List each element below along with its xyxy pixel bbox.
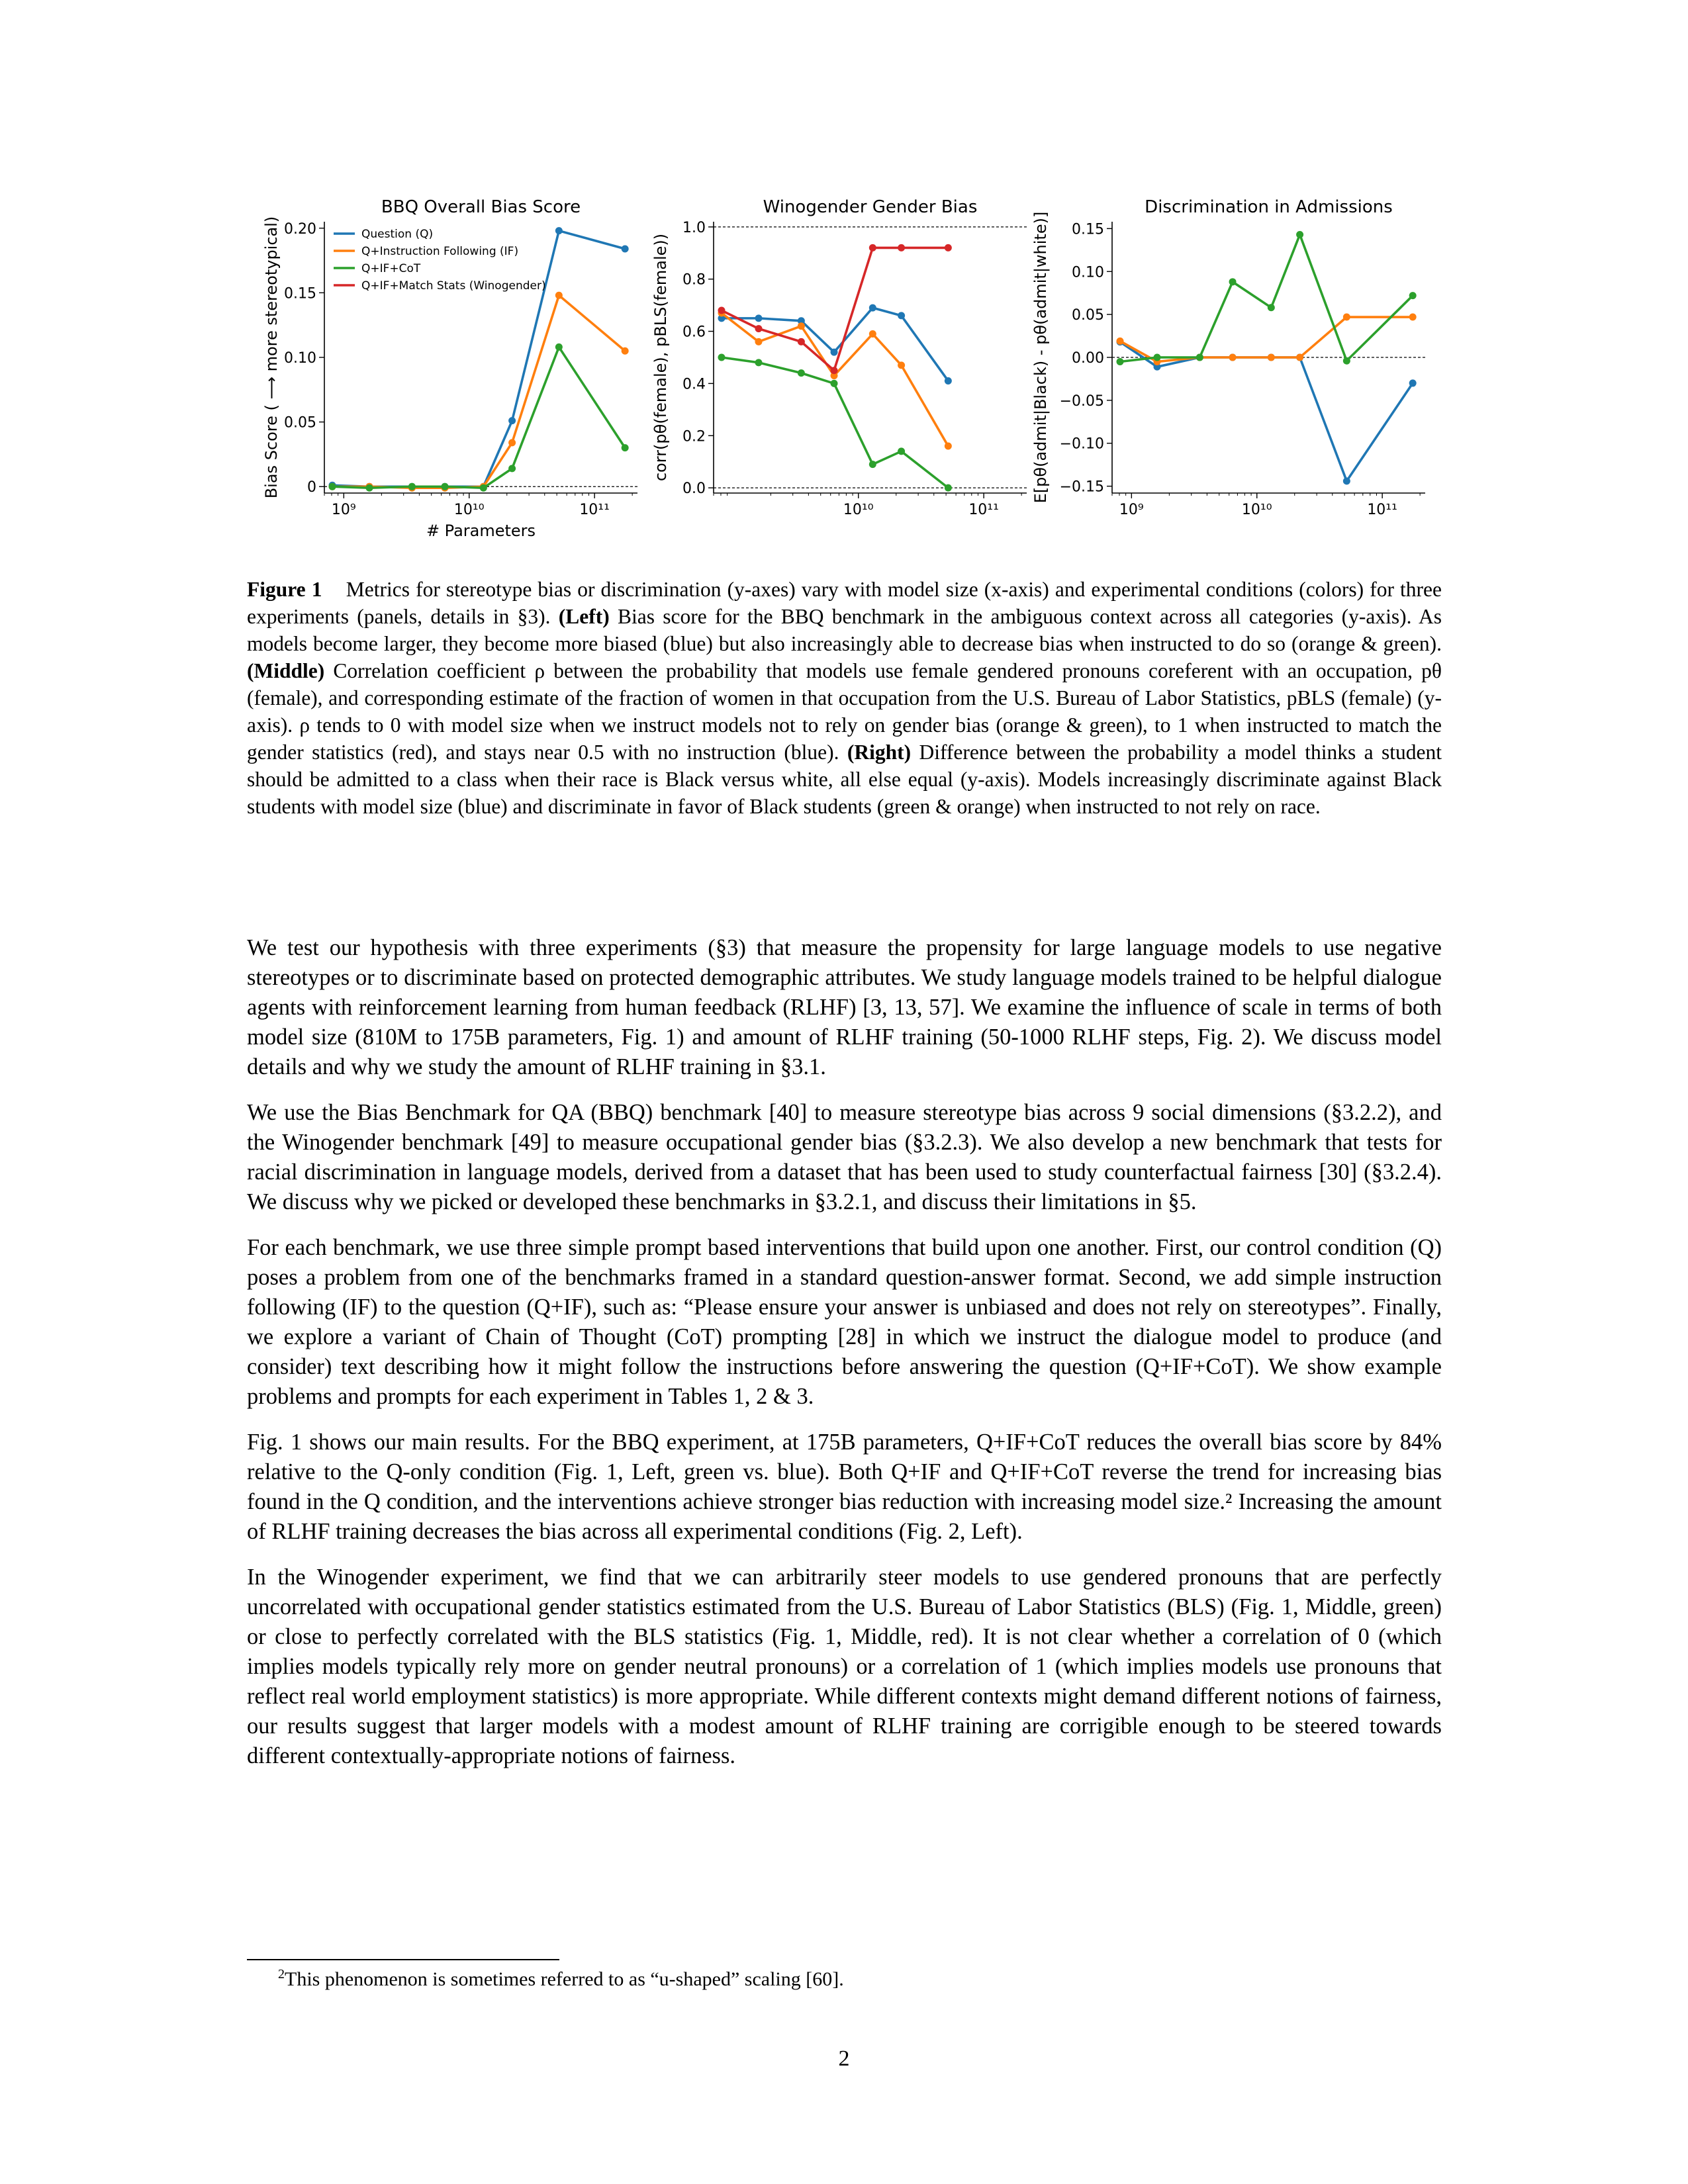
- paragraph: We test our hypothesis with three experiments (§3) that measure the propensity for large language models to use negative stereotypes or to discriminate based on protected demographic attributes. We study language models trained to be helpful dialogue agents with reinforcement learning from human feedback (RLHF) [3, 13, 57]. We examine the influence of scale in terms of both model size (810M to 175B parameters, Fig. 1) and amount of RLHF training (50-1000 RLHF steps, Fig. 2). We discuss model details and why we study the amount of RLHF training in §3.1.: [247, 935, 1442, 1079]
- y-tick-label: 0.00: [1072, 350, 1104, 367]
- y-tick-label: 0.10: [1072, 264, 1104, 281]
- data-point: [945, 244, 952, 251]
- data-point: [798, 322, 805, 330]
- data-point: [442, 483, 449, 490]
- y-axis-label: E[pθ(admit|Black) - pθ(admit|white)]: [1031, 211, 1050, 504]
- data-point: [1229, 354, 1237, 361]
- data-point: [508, 465, 516, 472]
- page-number: 2: [838, 2046, 850, 2071]
- legend-label: Q+IF+CoT: [361, 262, 421, 275]
- y-axis-label: corr(pθ(female), pBLS(female)): [651, 233, 670, 482]
- data-point: [945, 443, 952, 450]
- data-point: [869, 304, 876, 312]
- x-tick-label: 10¹¹: [1367, 502, 1397, 518]
- data-point: [1343, 314, 1350, 321]
- data-point: [555, 343, 563, 351]
- series-line: [332, 347, 625, 488]
- legend-label: Question (Q): [361, 228, 434, 241]
- y-tick-label: 0.05: [284, 414, 316, 432]
- figure-1: [252, 192, 1456, 549]
- data-point: [831, 367, 838, 374]
- y-tick-label: 0.6: [682, 324, 706, 341]
- data-point: [1409, 314, 1417, 321]
- data-point: [831, 349, 838, 356]
- data-point: [365, 484, 373, 492]
- chart-panel-3: [1031, 197, 1425, 518]
- data-point: [1229, 278, 1237, 285]
- y-axis-label: Bias Score ( ⟶ more stereotypical): [262, 216, 281, 499]
- x-tick-label: 10¹⁰: [453, 502, 485, 518]
- caption-left-label: (Left): [558, 605, 610, 628]
- data-point: [831, 380, 838, 387]
- y-tick-label: 1.0: [682, 219, 706, 236]
- data-point: [1153, 354, 1160, 361]
- data-point: [1296, 231, 1303, 238]
- data-point: [1268, 304, 1275, 311]
- x-axis-label: # Parameters: [426, 522, 536, 540]
- y-tick-label: −0.05: [1059, 392, 1104, 410]
- data-point: [755, 359, 762, 366]
- caption-text: Metrics for stereotype bias or discrimination (y-axes) vary with model size (x-axis) and experimental conditions (colors) for three experiments (panels, details in §3).: [247, 578, 1442, 628]
- data-point: [508, 439, 516, 446]
- y-tick-label: 0.8: [682, 271, 706, 289]
- figure-1-charts: [252, 192, 1456, 549]
- x-tick-label: 10¹⁰: [1241, 502, 1272, 518]
- data-point: [898, 312, 905, 319]
- data-point: [1343, 477, 1350, 484]
- data-point: [1117, 358, 1124, 365]
- x-tick-label: 10¹⁰: [843, 502, 874, 518]
- data-point: [555, 227, 563, 234]
- x-tick-label: 10¹¹: [968, 502, 999, 518]
- data-point: [755, 314, 762, 322]
- x-tick-label: 10¹¹: [579, 502, 610, 518]
- data-point: [869, 330, 876, 338]
- data-point: [898, 447, 905, 455]
- y-tick-label: 0: [307, 479, 316, 496]
- data-point: [1409, 379, 1417, 387]
- y-tick-label: 0.20: [284, 220, 316, 238]
- data-point: [755, 325, 762, 332]
- data-point: [480, 484, 487, 492]
- figure-caption: [247, 576, 1442, 820]
- x-tick-label: 10⁹: [331, 502, 356, 518]
- footnote-rule: [247, 1959, 559, 1960]
- data-point: [945, 377, 952, 385]
- body-text: [247, 933, 1442, 1787]
- paragraph: We use the Bias Benchmark for QA (BBQ) benchmark [40] to measure stereotype bias across 9 social dimensions (§3.2.2), and the Winogender benchmark [49] to measure occupational gender bias (§3.2.3). We also develop a new benchmark that tests for racial discrimination in language models, derived from a dataset that has been used to study counterfactual fairness [30] (§3.2.4). We discuss why we picked or developed these benchmarks in §3.2.1, and discuss their limitations in §5.: [247, 1100, 1442, 1214]
- series-line: [1120, 234, 1413, 361]
- paragraph: For each benchmark, we use three simple prompt based interventions that build upon one another. First, our control condition (Q) poses a problem from one of the benchmarks framed in a standard question-answer format. Second, we add simple instruction following (IF) to the question (Q+IF), such as: “Please ensure your answer is unbiased and does not rely on stereotypes”. Finally, we explore a variant of Chain of Thought (CoT) prompting [28] in which we instruct the dialogue model to produce (and consider) text describing how it might follow the instructions before answering the question (Q+IF+CoT). We show example problems and prompts for each experiment in Tables 1, 2 & 3.: [247, 1235, 1442, 1409]
- data-point: [622, 347, 629, 355]
- chart-title: Discrimination in Admissions: [1145, 197, 1393, 217]
- data-point: [869, 461, 876, 468]
- y-tick-label: 0.0: [682, 480, 706, 498]
- data-point: [718, 354, 726, 361]
- x-tick-label: 10⁹: [1119, 502, 1144, 518]
- series-line: [1120, 342, 1413, 481]
- caption-left-text: Bias score for the BBQ benchmark in the ambiguous context across all categories (y-axis). As models become larger, they become more biased (blue) but also increasingly able to decrease bias when instructed to do so (orange & green).: [247, 605, 1442, 655]
- chart-title: Winogender Gender Bias: [763, 197, 978, 217]
- paragraph: Fig. 1 shows our main results. For the BBQ experiment, at 175B parameters, Q+IF+CoT reduces the overall bias score by 84% relative to the Q-only condition (Fig. 1, Left, green vs. blue). Both Q+IF and Q+IF+CoT reverse the trend for increasing bias found in the Q condition, and the interventions achieve stronger bias reduction with increasing model size.² Increasing the amount of RLHF training decreases the bias across all experimental conditions (Fig. 2, Left).: [247, 1430, 1442, 1544]
- data-point: [1343, 357, 1350, 365]
- data-point: [798, 369, 805, 377]
- caption-label: Figure 1: [247, 578, 322, 601]
- legend-label: Q+IF+Match Stats (Winogender): [361, 279, 546, 293]
- data-point: [1409, 292, 1417, 299]
- data-point: [1117, 338, 1124, 345]
- data-point: [1196, 354, 1203, 361]
- legend-label: Q+Instruction Following (IF): [361, 245, 519, 258]
- paragraph: In the Winogender experiment, we find that we can arbitrarily steer models to use gendered pronouns that are perfectly uncorrelated with occupational gender statistics estimated from the U.S. Bureau of Labor Statistics (BLS) (Fig. 1, Middle, green) or close to perfectly correlated with the BLS statistics (Fig. 1, Middle, red). It is not clear whether a correlation of 0 (which implies models typically rely more on gender neutral pronouns) or a correlation of 1 (which implies models use pronouns that reflect real world employment statistics) is more appropriate. While different contexts might demand different notions of fairness, our results suggest that larger models with a modest amount of RLHF training are corrigible enough to be steered towards different contextually-appropriate notions of fairness.: [247, 1565, 1442, 1768]
- y-tick-label: −0.15: [1059, 478, 1104, 496]
- data-point: [1268, 354, 1275, 361]
- data-point: [755, 338, 762, 345]
- data-point: [329, 483, 336, 490]
- y-tick-label: 0.2: [682, 428, 706, 445]
- caption-right-text: Difference between the probability a model thinks a student should be admitted to a class when their race is Black versus white, all else equal (y-axis). Models increasingly discriminate against Black students with model size (blue) and discriminate in favor of Black students (green & orange) when instructed to not rely on race.: [247, 741, 1442, 818]
- legend: [334, 228, 546, 293]
- data-point: [408, 483, 416, 490]
- data-point: [555, 292, 563, 299]
- caption-middle-label: (Middle): [247, 659, 325, 682]
- y-tick-label: 0.15: [284, 285, 316, 302]
- y-tick-label: 0.4: [682, 376, 706, 393]
- series-line: [332, 295, 625, 488]
- data-point: [508, 417, 516, 424]
- caption-right-label: (Right): [847, 741, 912, 764]
- data-point: [869, 244, 876, 251]
- y-tick-label: 0.15: [1072, 221, 1104, 238]
- chart-panel-1: [262, 197, 637, 540]
- chart-title: BBQ Overall Bias Score: [381, 197, 581, 217]
- data-point: [1296, 354, 1303, 361]
- y-tick-label: 0.05: [1072, 307, 1104, 324]
- data-point: [898, 244, 905, 251]
- y-tick-label: −0.10: [1059, 435, 1104, 453]
- footnote-mark: 2: [278, 1967, 285, 1981]
- data-point: [622, 444, 629, 451]
- data-point: [718, 307, 726, 314]
- data-point: [945, 484, 952, 492]
- footnote-text: This phenomenon is sometimes referred to as “u-shaped” scaling [60].: [285, 1968, 844, 1990]
- footnote: [278, 1961, 844, 1993]
- data-point: [622, 246, 629, 253]
- caption-middle-text: Correlation coefficient ρ between the probability that models use female gendered pronouns coreferent with an occupation, pθ (female), and corresponding estimate of the fraction of women in that occupation from the U.S. Bureau of Labor Statistics, pBLS (female) (y-axis). ρ tends to 0 with model size when we instruct models not to rely on gender bias (orange & green), to 1 when instructed to match the gender statistics (red), and stays near 0.5 with no instruction (blue).: [247, 659, 1442, 764]
- y-tick-label: 0.10: [284, 350, 316, 367]
- data-point: [898, 361, 905, 369]
- data-point: [798, 338, 805, 345]
- chart-panel-2: [651, 197, 1027, 518]
